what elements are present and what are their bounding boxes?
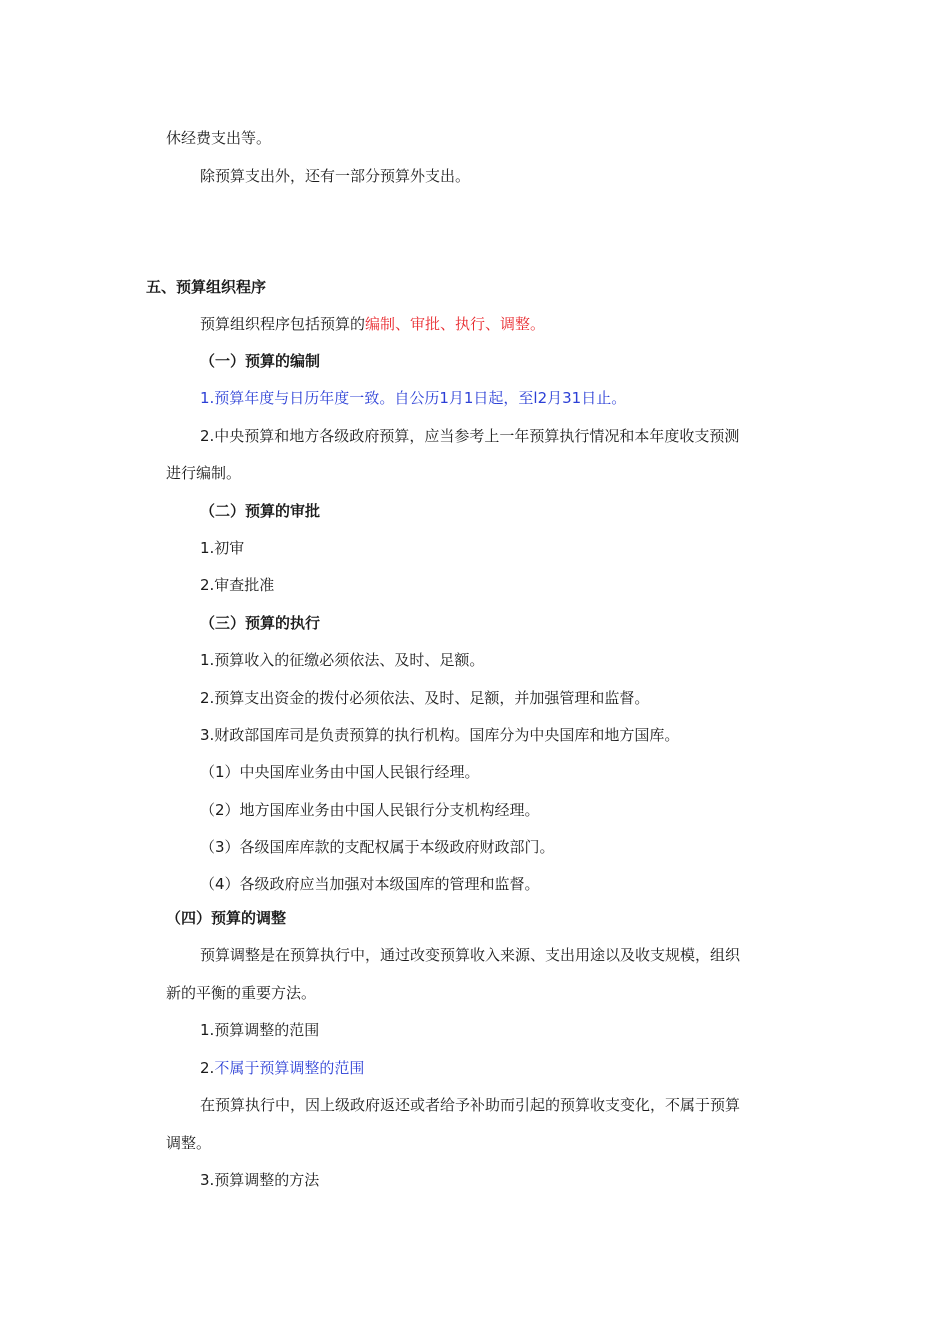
list-item: 1.初审	[200, 539, 245, 557]
paragraph-line: 进行编制。	[166, 464, 242, 482]
subsection-heading: （四）预算的调整	[166, 909, 287, 927]
list-item: （4）各级政府应当加强对本级国库的管理和监督。	[200, 875, 540, 893]
subsection-heading: （二）预算的审批	[200, 502, 321, 520]
subsection-heading: （三）预算的执行	[200, 614, 321, 632]
list-item: （3）各级国库库款的支配权属于本级政府财政部门。	[200, 838, 555, 856]
list-item: 1.预算调整的范围	[200, 1021, 320, 1039]
paragraph-line: 调整。	[166, 1134, 212, 1152]
subsection-heading: （一）预算的编制	[200, 352, 321, 370]
paragraph-line: 2.中央预算和地方各级政府预算，应当参考上一年预算执行情况和本年度收支预测	[200, 427, 740, 445]
paragraph-line: 新的平衡的重要方法。	[166, 984, 317, 1002]
section-heading: 五、预算组织程序	[146, 278, 267, 296]
list-item: （1）中央国库业务由中国人民银行经理。	[200, 763, 480, 781]
paragraph-line: 休经费支出等。	[166, 129, 272, 147]
paragraph-line: 除预算支出外，还有一部分预算外支出。	[200, 167, 471, 185]
list-item: 2.预算支出资金的拨付必须依法、及时、足额，并加强管理和监督。	[200, 689, 650, 707]
list-item: （2）地方国库业务由中国人民银行分支机构经理。	[200, 801, 540, 819]
list-item: 3.财政部国库司是负责预算的执行机构。国库分为中央国库和地方国库。	[200, 726, 680, 744]
list-number: 2.	[200, 1059, 215, 1077]
list-item: 2.审查批准	[200, 576, 275, 594]
highlight-text: 编制、审批、执行、调整。	[365, 315, 546, 333]
list-item: 1.预算收入的征缴必须依法、及时、足额。	[200, 651, 485, 669]
paragraph-line	[200, 314, 545, 334]
list-item: 3.预算调整的方法	[200, 1171, 320, 1189]
paragraph-line: 预算调整是在预算执行中，通过改变预算收入来源、支出用途以及收支规模，组织	[200, 946, 741, 964]
highlight-text: 不属于预算调整的范围	[214, 1059, 365, 1077]
paragraph-line: 在预算执行中，因上级政府返还或者给予补助而引起的预算收支变化，不属于预算	[200, 1096, 741, 1114]
paragraph-text: 预算组织程序包括预算的	[200, 315, 366, 333]
list-item	[200, 1058, 364, 1078]
highlight-line: 1.预算年度与日历年度一致。自公历1月1日起，至l2月31日止。	[200, 389, 627, 407]
